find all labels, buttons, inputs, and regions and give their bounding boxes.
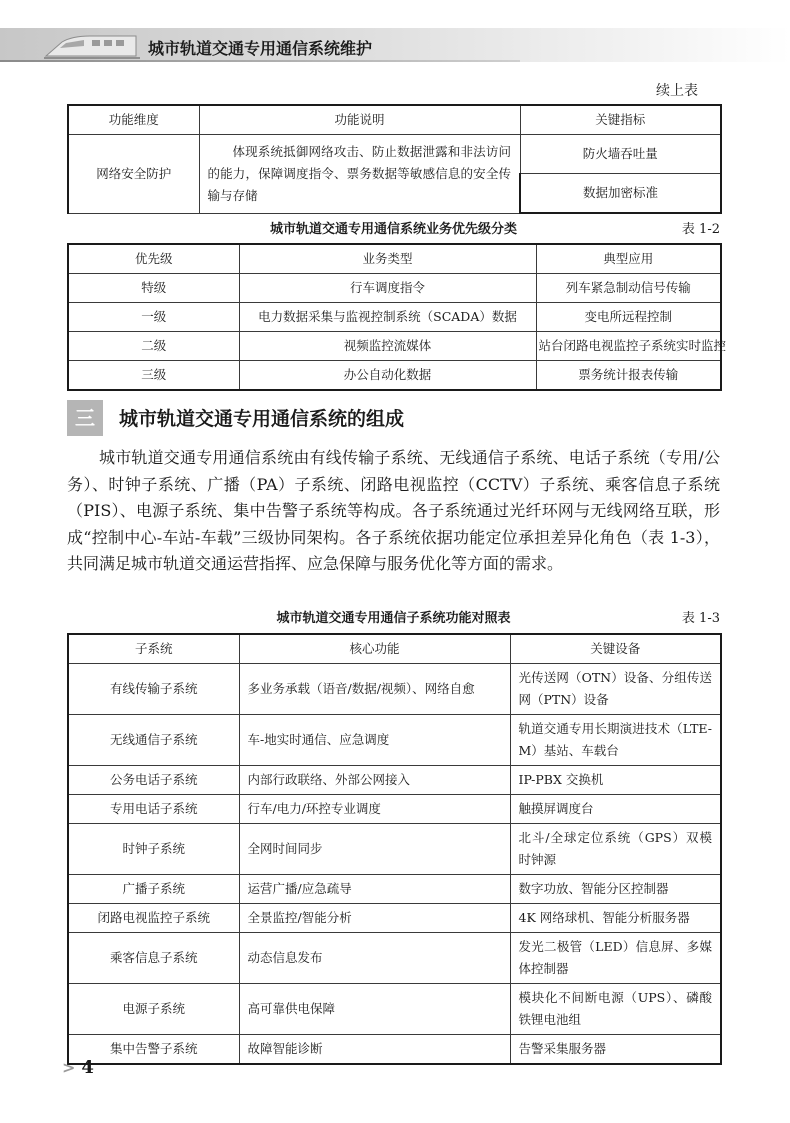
dimension-cell: 网络安全防护	[68, 135, 199, 214]
table-row	[68, 933, 721, 984]
header-cell: 核心功能	[239, 634, 510, 664]
table-header-row	[68, 105, 721, 135]
table-row	[68, 715, 721, 766]
header-cell: 业务类型	[239, 244, 536, 274]
cell: 告警采集服务器	[510, 1035, 721, 1065]
cell: 广播子系统	[68, 875, 239, 904]
train-icon	[44, 30, 140, 62]
cell: 模块化不间断电源（UPS）、磷酸铁锂电池组	[510, 984, 721, 1035]
caption-title: 城市轨道交通专用通信系统业务优先级分类	[269, 222, 517, 237]
table-1-2	[67, 243, 727, 391]
cell: 数字功放、智能分区控制器	[510, 875, 721, 904]
table-row	[68, 361, 721, 391]
cell: 行车/电力/环控专业调度	[239, 795, 510, 824]
cell: 故障智能诊断	[239, 1035, 510, 1065]
cell: 公务电话子系统	[68, 766, 239, 795]
table-1-3	[67, 633, 722, 1065]
cell: 列车紧急制动信号传输	[536, 274, 721, 303]
table-row	[68, 766, 721, 795]
table-header-row	[68, 634, 721, 664]
header-cell: 优先级	[68, 244, 239, 274]
cell: 发光二极管（LED）信息屏、多媒体控制器	[510, 933, 721, 984]
cell: 动态信息发布	[239, 933, 510, 984]
cell: 乘客信息子系统	[68, 933, 239, 984]
cell: 闭路电视监控子系统	[68, 904, 239, 933]
section-heading	[67, 400, 720, 438]
cell: 运营广播/应急疏导	[239, 875, 510, 904]
page-footer	[62, 1057, 94, 1078]
cell: IP-PBX 交换机	[510, 766, 721, 795]
cell: 集中告警子系统	[68, 1035, 239, 1065]
cell: 时钟子系统	[68, 824, 239, 875]
cell: 车-地实时通信、应急调度	[239, 715, 510, 766]
table-row	[68, 875, 721, 904]
cell: 有线传输子系统	[68, 664, 239, 715]
cell: 专用电话子系统	[68, 795, 239, 824]
cell: 电力数据采集与监视控制系统（SCADA）数据	[239, 303, 536, 332]
continued-note: 续上表	[656, 83, 698, 99]
table-row	[68, 824, 721, 875]
header-cell: 典型应用	[536, 244, 721, 274]
cell: 变电所远程控制	[536, 303, 721, 332]
header-cell: 功能维度	[68, 105, 199, 135]
cell: 光传送网（OTN）设备、分组传送网（PTN）设备	[510, 664, 721, 715]
cell: 全网时间同步	[239, 824, 510, 875]
table-row	[68, 664, 721, 715]
cell: 多业务承载（语音/数据/视频）、网络自愈	[239, 664, 510, 715]
caption-number: 表 1-2	[681, 222, 720, 237]
table-row	[68, 984, 721, 1035]
section-title: 城市轨道交通专用通信系统的组成	[119, 408, 405, 430]
header-title: 城市轨道交通专用通信系统维护	[148, 39, 373, 58]
cell: 4K 网络球机、智能分析服务器	[510, 904, 721, 933]
cell: 高可靠供电保障	[239, 984, 510, 1035]
cell: 站台闭路电视监控子系统实时监控	[536, 332, 721, 361]
cell: 触摸屏调度台	[510, 795, 721, 824]
table-header-row	[68, 244, 721, 274]
table-row	[68, 303, 721, 332]
table-row	[68, 274, 721, 303]
caption-number: 表 1-3	[681, 611, 720, 626]
body-paragraph: 城市轨道交通专用通信系统由有线传输子系统、无线通信子系统、电话子系统（专用/公务）、时钟子系统、广播（PA）子系统、闭路电视监控（CCTV）子系统、乘客信息子系统（PIS）、电源子系统、集中告警子系统等构成。各子系统通过光纤环网与无线网络互联，形成“控制中心-车站-车载”三级协同架构。各子系统依据功能定位承担差异化角色（表 1-3），共同满足城市轨道交通运营指挥、应急保障与服务优化等方面的需求。	[67, 448, 720, 574]
table-row	[68, 795, 721, 824]
cell: 办公自动化数据	[239, 361, 536, 391]
cell: 视频监控流媒体	[239, 332, 536, 361]
cell: 全景监控/智能分析	[239, 904, 510, 933]
section-number-badge: 三	[67, 400, 103, 436]
cell: 北斗/全球定位系统（GPS）双模时钟源	[510, 824, 721, 875]
cell: 三级	[68, 361, 239, 391]
cell: 票务统计报表传输	[536, 361, 721, 391]
table-row	[68, 1035, 721, 1065]
table-row	[68, 332, 721, 361]
header-cell: 子系统	[68, 634, 239, 664]
table-1-3-caption	[67, 607, 720, 629]
cell: 行车调度指令	[239, 274, 536, 303]
description-cell: 体现系统抵御网络攻击、防止数据泄露和非法访问的能力，保障调度指令、票务数据等敏感信息的安全传输与存储	[199, 135, 520, 214]
table-continued	[67, 104, 722, 214]
running-header	[0, 28, 790, 64]
metric-cell: 防火墙吞吐量	[520, 135, 721, 174]
caption-title: 城市轨道交通专用通信子系统功能对照表	[276, 611, 511, 626]
cell: 二级	[68, 332, 239, 361]
cell: 无线通信子系统	[68, 715, 239, 766]
page-arrow-icon: >	[62, 1058, 76, 1077]
table-1-2-caption	[67, 218, 720, 240]
cell: 轨道交通专用长期演进技术（LTE-M）基站、车载台	[510, 715, 721, 766]
table-row	[68, 135, 721, 174]
cell: 特级	[68, 274, 239, 303]
metric-cell: 数据加密标准	[520, 174, 721, 214]
cell: 内部行政联络、外部公网接入	[239, 766, 510, 795]
header-cell: 关键设备	[510, 634, 721, 664]
header-cell: 关键指标	[520, 105, 721, 135]
header-cell: 功能说明	[199, 105, 520, 135]
cell: 电源子系统	[68, 984, 239, 1035]
table-row	[68, 904, 721, 933]
page-number: 4	[81, 1057, 94, 1078]
cell: 一级	[68, 303, 239, 332]
